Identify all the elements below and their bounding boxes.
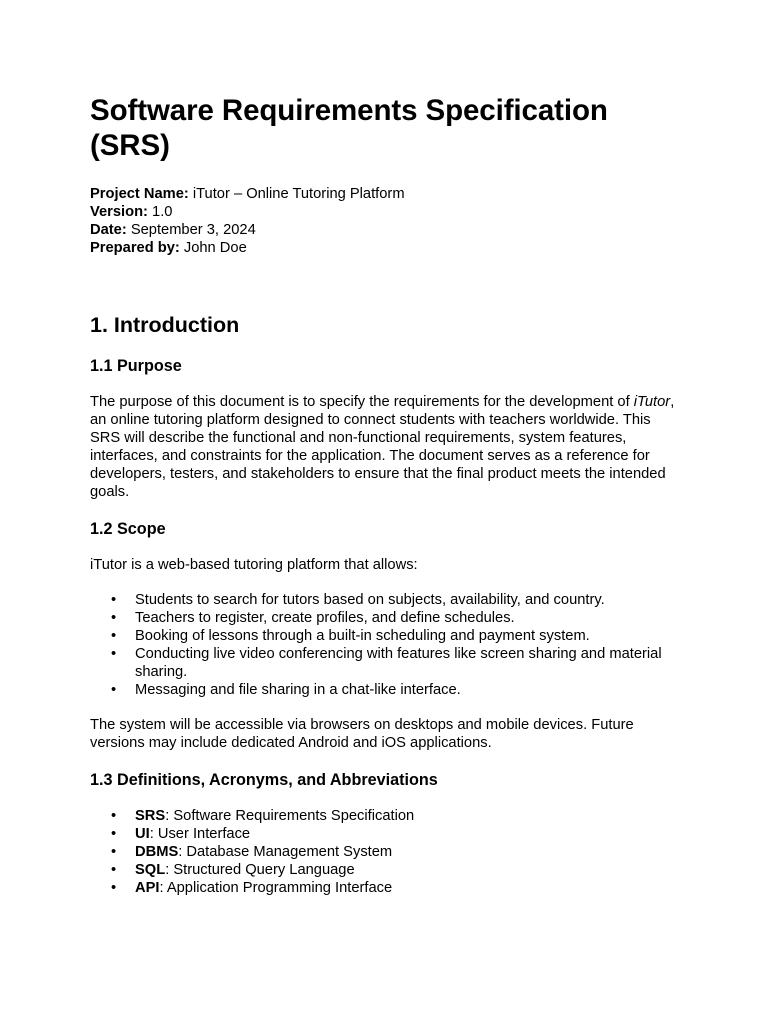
list-item-text: Booking of lessons through a built-in scheduling and payment system. xyxy=(135,628,590,644)
definition-description: : Application Programming Interface xyxy=(159,880,393,896)
meta-project-name xyxy=(90,185,680,203)
bullet-icon: • xyxy=(111,862,117,878)
definition-term: API xyxy=(135,880,160,896)
document-metadata xyxy=(90,185,680,257)
definition-item xyxy=(90,825,680,843)
meta-value: September 3, 2024 xyxy=(126,222,256,238)
list-item-text: Messaging and file sharing in a chat-like interface. xyxy=(135,682,461,698)
bullet-icon: • xyxy=(111,592,117,608)
purpose-italic-product-name: iTutor xyxy=(633,394,671,410)
definition-description: : User Interface xyxy=(149,826,251,842)
scope-list xyxy=(90,591,680,699)
bullet-icon: • xyxy=(111,610,117,626)
bullet-icon: • xyxy=(111,646,117,662)
bullet-icon: • xyxy=(111,808,117,824)
meta-value: John Doe xyxy=(179,240,247,256)
list-item xyxy=(90,609,680,627)
list-item-text: Conducting live video conferencing with features like screen sharing and material sharing. xyxy=(135,646,662,680)
bullet-icon: • xyxy=(111,628,117,644)
subsection-heading-scope: 1.2 Scope xyxy=(90,520,166,538)
purpose-text-after: , an online tutoring platform designed to connect students with teachers worldwide. This SRS will describe the functional and non-functional requirements, system features, interfaces, and constraints for the application. The document serves as a reference for developers, testers, and stakeholders to ensure that the final product meets the intended goals. xyxy=(90,394,675,500)
bullet-icon: • xyxy=(111,880,117,896)
definition-term: SQL xyxy=(135,862,166,878)
definition-term: UI xyxy=(135,826,150,842)
meta-prepared-by xyxy=(90,239,680,257)
list-item xyxy=(90,591,680,609)
definition-description: : Software Requirements Specification xyxy=(165,808,415,824)
subsection-heading-definitions: 1.3 Definitions, Acronyms, and Abbreviations xyxy=(90,771,438,789)
meta-version xyxy=(90,203,680,221)
definition-term: DBMS xyxy=(135,844,179,860)
definition-term: SRS xyxy=(135,808,166,824)
definition-description: : Database Management System xyxy=(178,844,393,860)
bullet-icon: • xyxy=(111,682,117,698)
list-item-text: Teachers to register, create profiles, and define schedules. xyxy=(135,610,515,626)
meta-label: Project Name: xyxy=(90,186,189,202)
purpose-paragraph xyxy=(90,393,680,501)
meta-value: iTutor – Online Tutoring Platform xyxy=(188,186,405,202)
definitions-list xyxy=(90,807,680,897)
list-item xyxy=(90,627,680,645)
bullet-icon: • xyxy=(111,844,117,860)
bullet-icon: • xyxy=(111,826,117,842)
subsection-heading-purpose: 1.1 Purpose xyxy=(90,357,182,375)
purpose-text-before: The purpose of this document is to specify the requirements for the development of xyxy=(90,394,634,410)
meta-label: Date: xyxy=(90,222,127,238)
definition-item xyxy=(90,843,680,861)
definition-item xyxy=(90,861,680,879)
definition-item xyxy=(90,879,680,897)
section-heading-introduction: 1. Introduction xyxy=(90,313,240,337)
scope-closing-paragraph: The system will be accessible via browsers on desktops and mobile devices. Future versions may include dedicated Android and iOS applications. xyxy=(90,717,634,751)
meta-value: 1.0 xyxy=(147,204,173,220)
meta-label: Version: xyxy=(90,204,148,220)
definition-item xyxy=(90,807,680,825)
meta-label: Prepared by: xyxy=(90,240,180,256)
list-item-text: Students to search for tutors based on subjects, availability, and country. xyxy=(135,592,605,608)
list-item xyxy=(90,681,680,699)
document-title: Software Requirements Specification (SRS) xyxy=(90,94,608,162)
list-item xyxy=(90,645,680,681)
meta-date xyxy=(90,221,680,239)
scope-lead-paragraph: iTutor is a web-based tutoring platform that allows: xyxy=(90,557,418,573)
definition-description: : Structured Query Language xyxy=(165,862,355,878)
